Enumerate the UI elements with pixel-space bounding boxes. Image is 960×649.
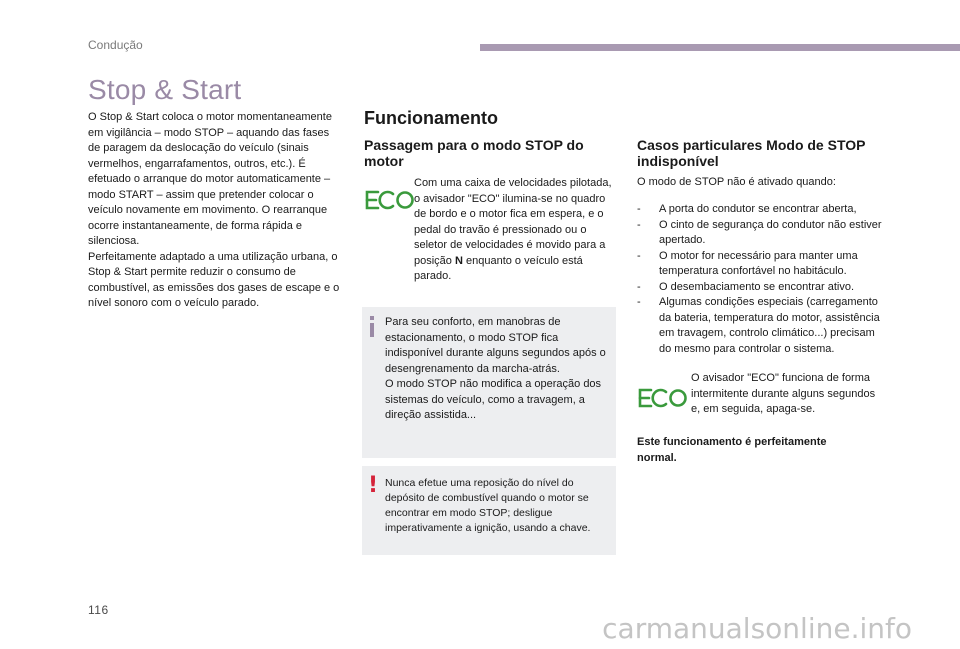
list-item: - O desembaciamento se encontrar ativo. xyxy=(637,280,887,296)
eco-indicator-icon xyxy=(637,386,687,410)
intro-paragraph-1: O Stop & Start coloca o motor momentaneamente em vigilância – modo STOP – aquando das fases de paragem da deslocação do veículo (sinais vermelhos, engarrafamentos, outros, etc.). É efetuado o arranque do motor automaticamente – modo START – assim que pretender colocar o veículo novamente em movimento. O rearranque ocorre instantaneamente, de forma rápida e silenciosa. xyxy=(88,111,332,247)
normal-operation-note: Este funcionamento é perfeitamente normal. xyxy=(637,436,827,464)
intro-paragraph-2: Perfeitamente adaptado a uma utilização urbana, o Stop & Start permite reduzir o consumo de combustível, as emissões dos gases de escape e o nível sonoro com o veículo parado. xyxy=(88,250,340,309)
special-cases-list xyxy=(637,202,887,357)
list-item: - O cinto de segurança do condutor não estiver apertado. xyxy=(637,218,887,249)
info-text-1: Para seu conforto, em manobras de estacionamento, o modo STOP fica indisponível durante alguns segundos após o desengrenamento da marcha-atrás. xyxy=(385,316,606,375)
section-label: Condução xyxy=(88,38,143,52)
warning-text: Nunca efetue uma reposição do nível do depósito de combustível quando o motor se encontrar em modo STOP; desligue imperativamente a ignição, usando a chave. xyxy=(385,477,591,534)
funcionamento-heading: Funcionamento xyxy=(364,108,498,128)
special-cases-intro: O modo de STOP não é ativado quando: xyxy=(637,176,836,188)
page-title: Stop & Start xyxy=(88,74,242,105)
list-item: - Algumas condições especiais (carregamento da bateria, temperatura do motor, assistência em travagem, controlo climático...) precisam do mesmo para controlar o sistema. xyxy=(637,295,887,357)
info-icon xyxy=(370,323,374,337)
list-item: - O motor for necessário para manter uma temperatura confortável no habitáculo. xyxy=(637,249,887,280)
page-number: 116 xyxy=(88,603,109,617)
info-text-2: O modo STOP não modifica a operação dos sistemas do veículo, como a travagem, a direção assistida... xyxy=(385,378,602,421)
info-box-text xyxy=(385,315,607,424)
intro-text xyxy=(88,110,343,312)
special-cases-heading: Casos particulares Modo de STOP indisponível xyxy=(637,137,866,169)
stop-mode-text: Com uma caixa de velocidades pilotada, o avisador "ECO" ilumina-se no quadro de bordo e o motor fica em espera, e o pedal do travão é pressionado ou o seletor de velocidades é movido para a posição N enquanto o veículo está parado. xyxy=(414,177,612,282)
gear-n-label: N xyxy=(454,254,463,267)
eco-blink-text: O avisador "ECO" funciona de forma intermitente durante alguns segundos e, em seguida, apaga-se. xyxy=(691,372,876,415)
warning-exclamation-icon: ! xyxy=(368,473,379,498)
header-accent-bar xyxy=(480,44,960,51)
eco-indicator-icon xyxy=(364,188,414,212)
watermark: carmanualsonline.info xyxy=(602,612,912,645)
stop-mode-heading: Passagem para o modo STOP do motor xyxy=(364,137,584,169)
list-item: - A porta do condutor se encontrar aberta, xyxy=(637,202,887,218)
